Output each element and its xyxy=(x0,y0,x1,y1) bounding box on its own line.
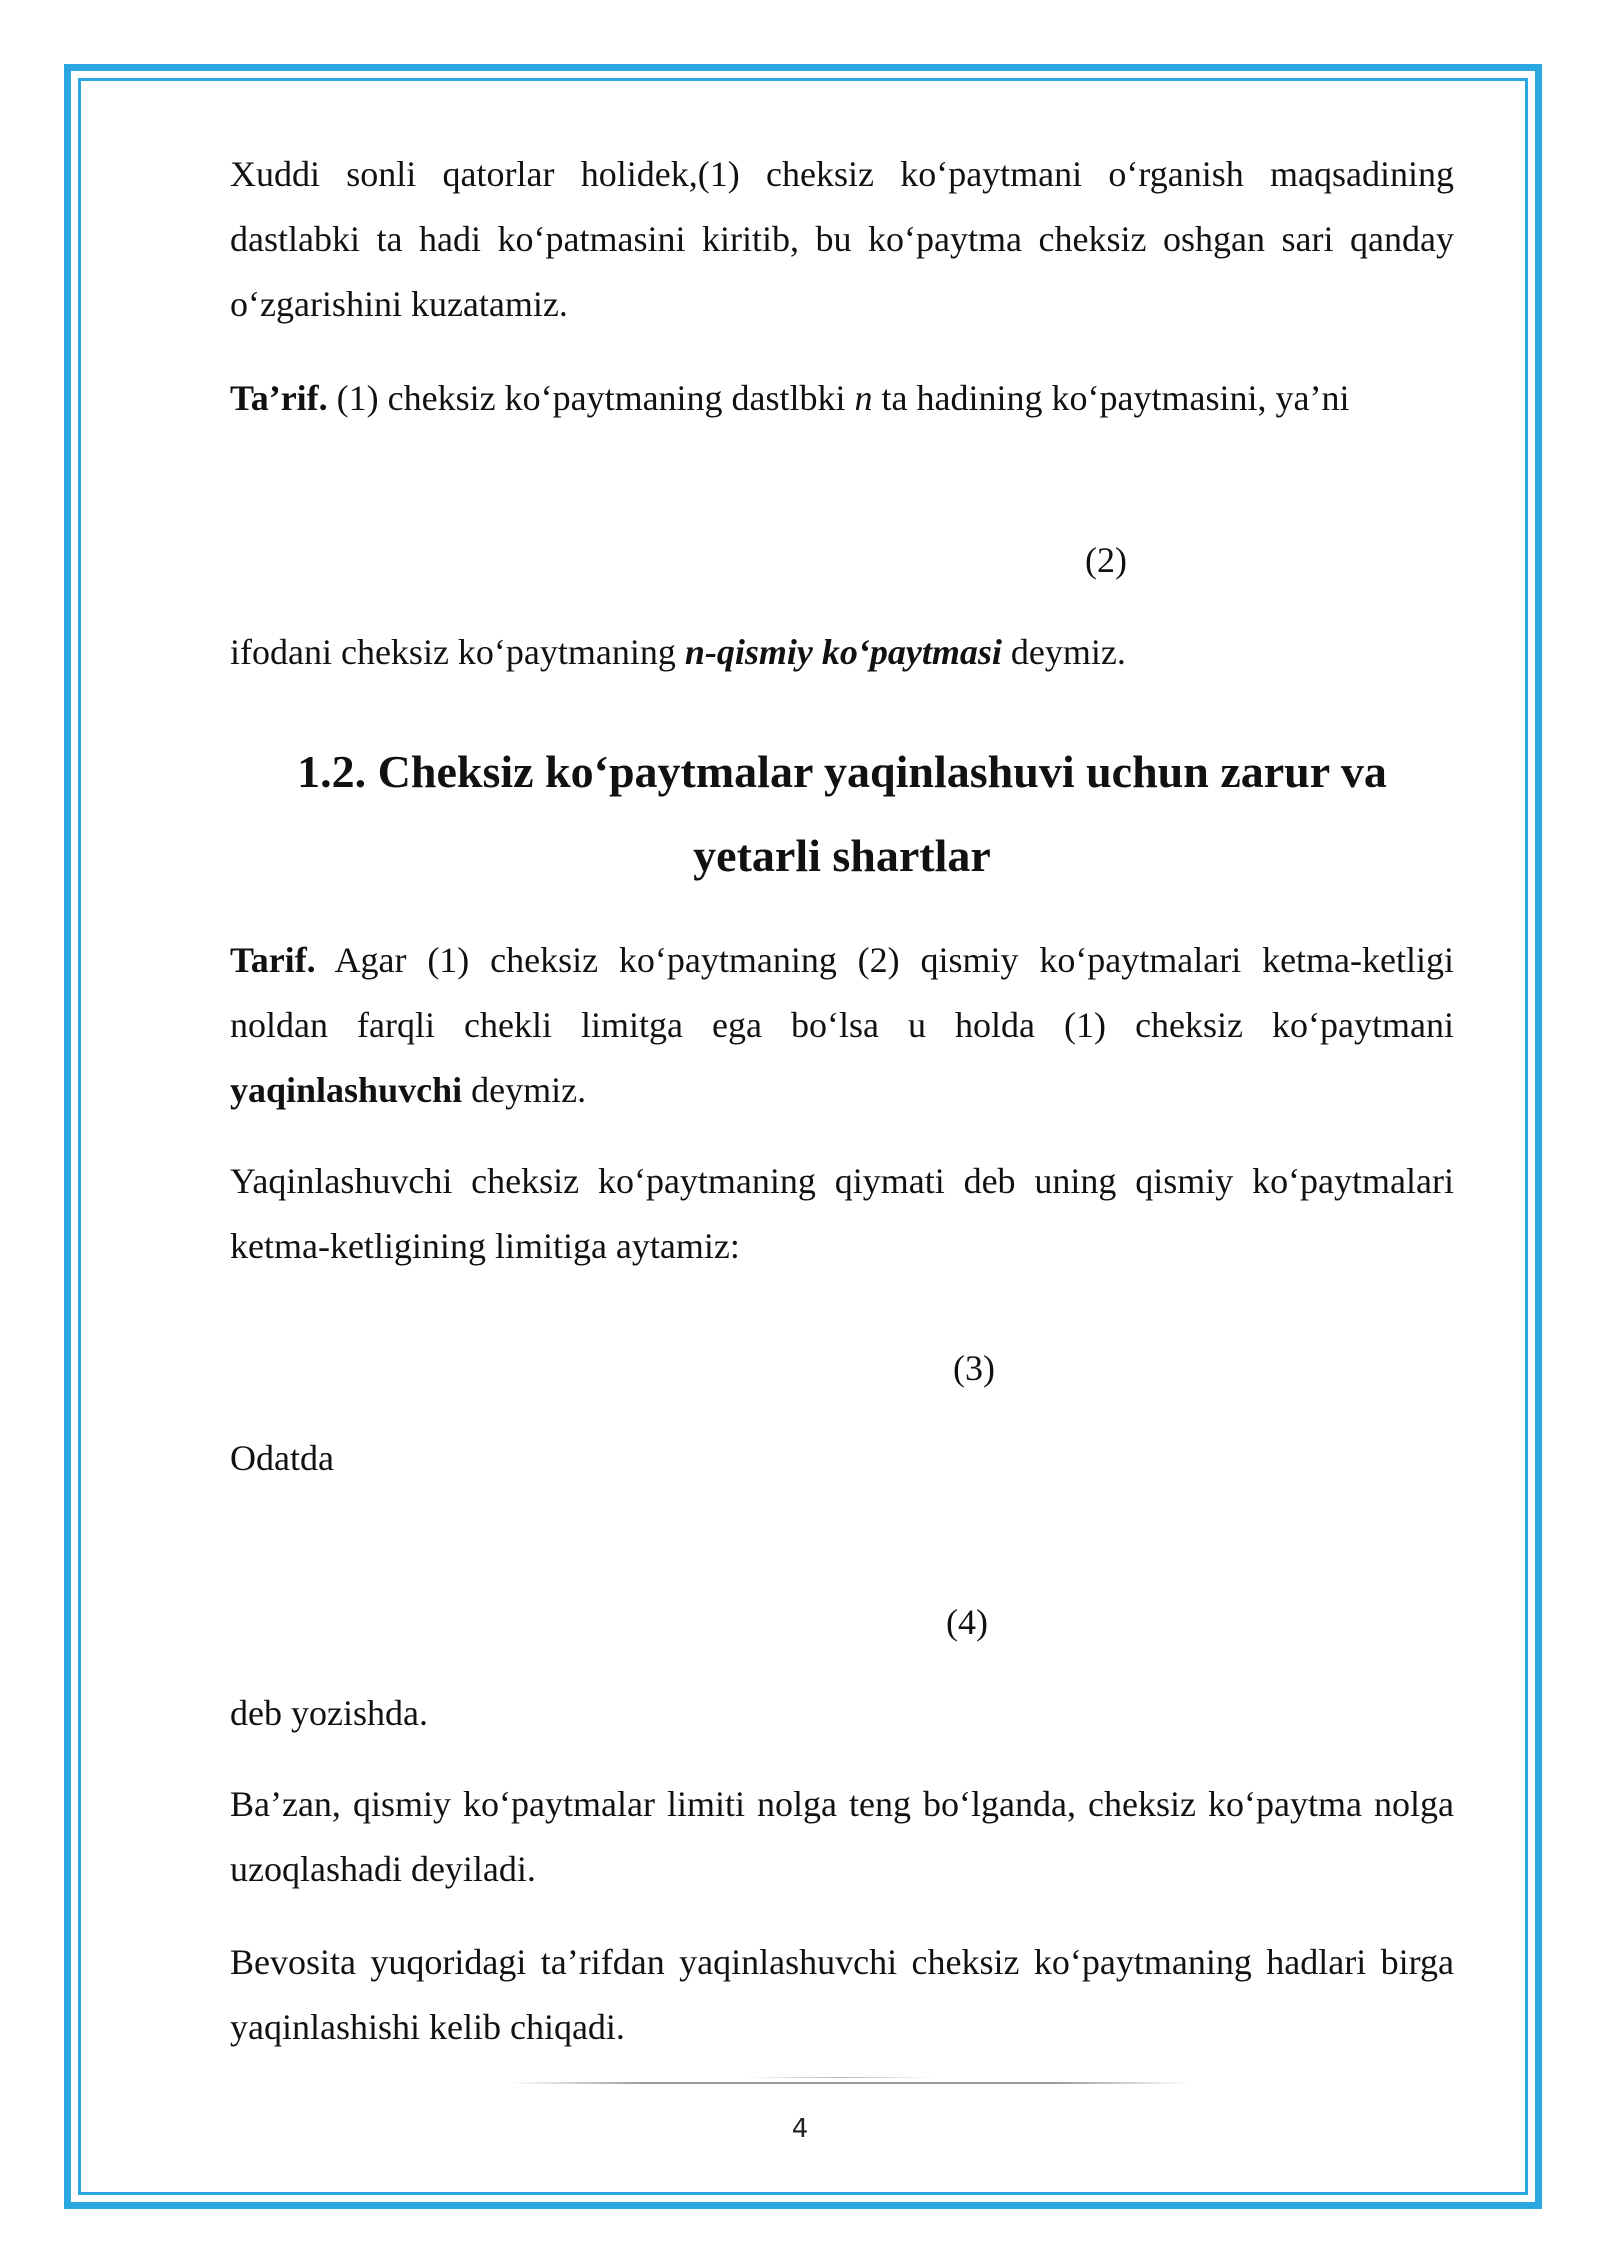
value-paragraph-text: Yaqinlashuvchi cheksiz ko‘paytmaning qiymati deb uning qismiy ko‘paytmalari ketma-ketligining limitiga aytamiz: xyxy=(230,1161,1454,1266)
equation-number-4: (4) xyxy=(946,1602,988,1642)
page-number: 4 xyxy=(791,2114,809,2144)
consequence-paragraph xyxy=(230,1930,1454,2060)
value-paragraph xyxy=(230,1149,1454,1279)
definition-convergent-text: Agar (1) cheksiz ko‘paytmaning (2) qismiy ko‘paytmalari ketma-ketligi noldan farqli chekli limitga ega bo‘lsa u holda (1) cheksiz ko‘paytmani xyxy=(230,940,1454,1045)
partial-product-term: n-qismiy ko‘paytmasi xyxy=(684,632,1002,672)
equation-number-3: (3) xyxy=(953,1348,995,1388)
section-heading xyxy=(230,730,1454,898)
footer-divider-accent xyxy=(745,2077,935,2078)
intro-paragraph xyxy=(230,142,1454,337)
definition-text-before: (1) cheksiz ko‘paytmaning dastlbki xyxy=(327,378,855,418)
convergent-term: yaqinlashuvchi xyxy=(230,1070,463,1110)
intro-paragraph-text: Xuddi sonli qatorlar holidek,(1) cheksiz ko‘paytmani o‘rganish maqsadining dastlabki ta hadi ko‘patmasini kiritib, bu ko‘paytma cheksiz oshgan sari qanday o‘zgarishini kuzatamiz. xyxy=(230,154,1454,324)
definition-convergent xyxy=(230,928,1454,1123)
variable-n: n xyxy=(854,378,873,418)
definition-text-after: ta hadining ko‘paytmasini, ya’ni xyxy=(872,378,1350,418)
definition-convergent-after: deymiz. xyxy=(462,1070,587,1110)
notation-text: deb yozishda. xyxy=(230,1693,428,1733)
odatda-text: Odatda xyxy=(230,1438,334,1478)
diverge-paragraph xyxy=(230,1772,1454,1902)
definition-label: Ta’rif. xyxy=(230,378,328,418)
definition-label-2: Tarif. xyxy=(230,940,316,980)
section-heading-line-2: yetarli shartlar xyxy=(693,830,991,881)
partial-product-paragraph xyxy=(230,620,1454,685)
odatda-paragraph xyxy=(230,1426,1454,1491)
diverge-paragraph-text: Ba’zan, qismiy ko‘paytmalar limiti nolga teng bo‘lganda, cheksiz ko‘paytma nolga uzoqlashadi deyiladi. xyxy=(230,1784,1454,1889)
equation-number-2: (2) xyxy=(1085,540,1127,580)
partial-product-text-after: deymiz. xyxy=(1001,632,1126,672)
section-heading-line-1: 1.2. Cheksiz ko‘paytmalar yaqinlashuvi uchun zarur va xyxy=(297,746,1387,797)
notation-paragraph xyxy=(230,1681,1454,1746)
footer-divider xyxy=(510,2082,1190,2084)
consequence-paragraph-text: Bevosita yuqoridagi ta’rifdan yaqinlashuvchi cheksiz ko‘paytmaning hadlari birga yaqinlashishi kelib chiqadi. xyxy=(230,1942,1454,2047)
definition-partial-product xyxy=(230,366,1454,431)
partial-product-text-before: ifodani cheksiz ko‘paytmaning xyxy=(230,632,685,672)
